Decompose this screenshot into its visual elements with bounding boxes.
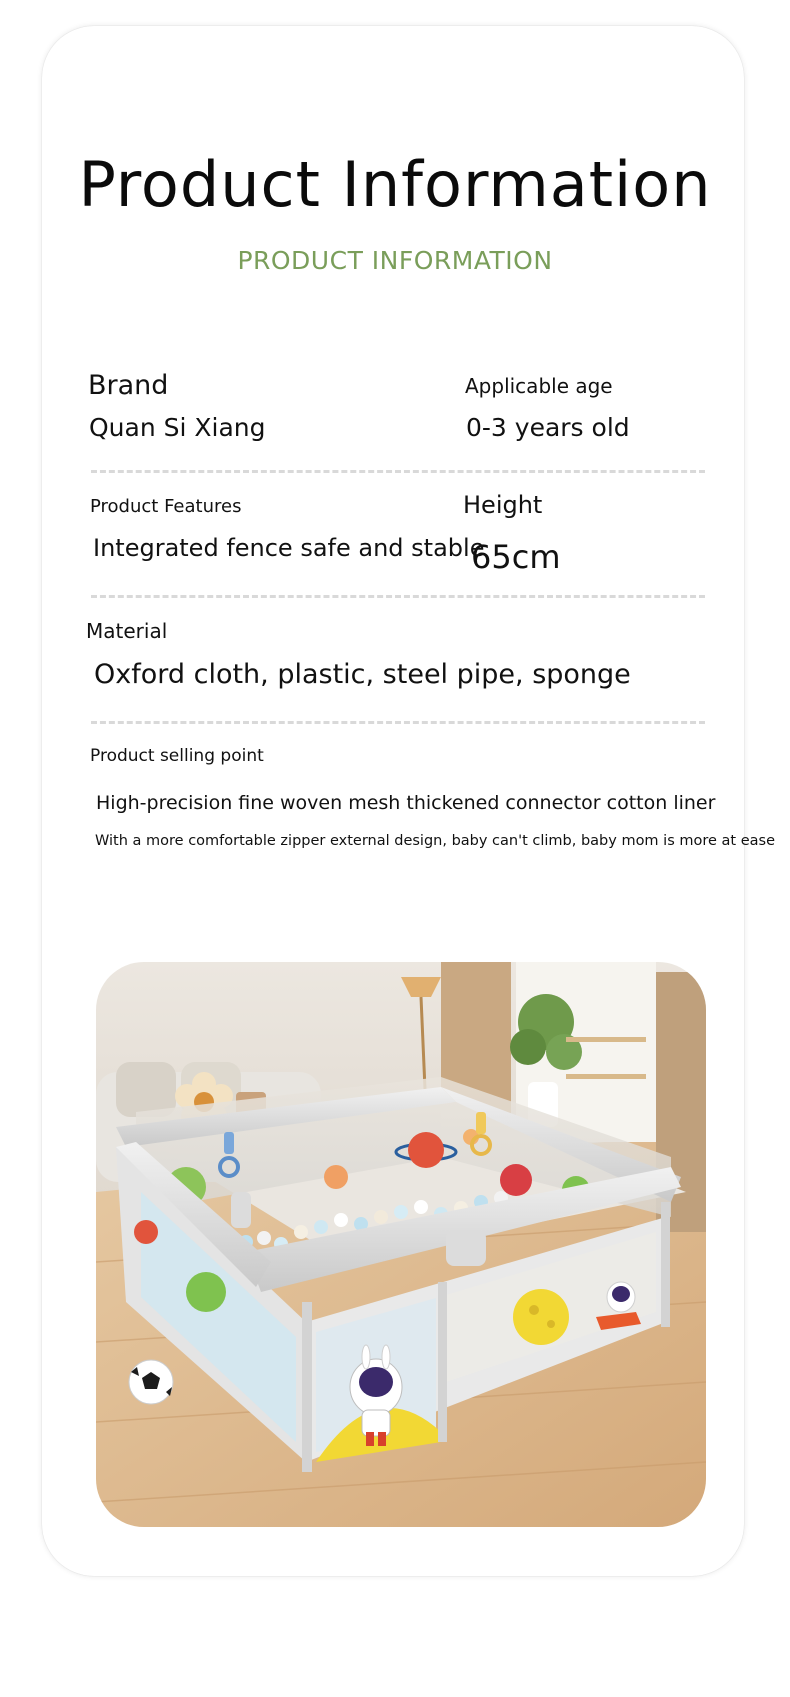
material-value: Oxford cloth, plastic, steel pipe, sponge	[94, 659, 631, 690]
brand-value: Quan Si Xiang	[89, 413, 266, 442]
selling-point-line1: High-precision fine woven mesh thickened connector cotton liner	[96, 792, 716, 814]
product-photo	[96, 962, 706, 1527]
divider	[91, 721, 705, 724]
age-label: Applicable age	[465, 374, 613, 398]
selling-point-line2: With a more comfortable zipper external design, baby can't climb, baby mom is more at ease	[95, 833, 775, 849]
features-label: Product Features	[90, 496, 242, 517]
height-value: 65cm	[471, 538, 561, 576]
material-label: Material	[86, 619, 168, 643]
age-value: 0-3 years old	[466, 413, 630, 442]
height-label: Height	[463, 491, 543, 519]
brand-label: Brand	[88, 370, 169, 401]
page-subtitle: PRODUCT INFORMATION	[237, 246, 553, 275]
features-value: Integrated fence safe and stable	[93, 534, 485, 562]
divider	[91, 595, 705, 598]
divider	[91, 470, 705, 473]
page-title: Product Information	[78, 148, 712, 221]
selling-point-label: Product selling point	[90, 746, 264, 766]
